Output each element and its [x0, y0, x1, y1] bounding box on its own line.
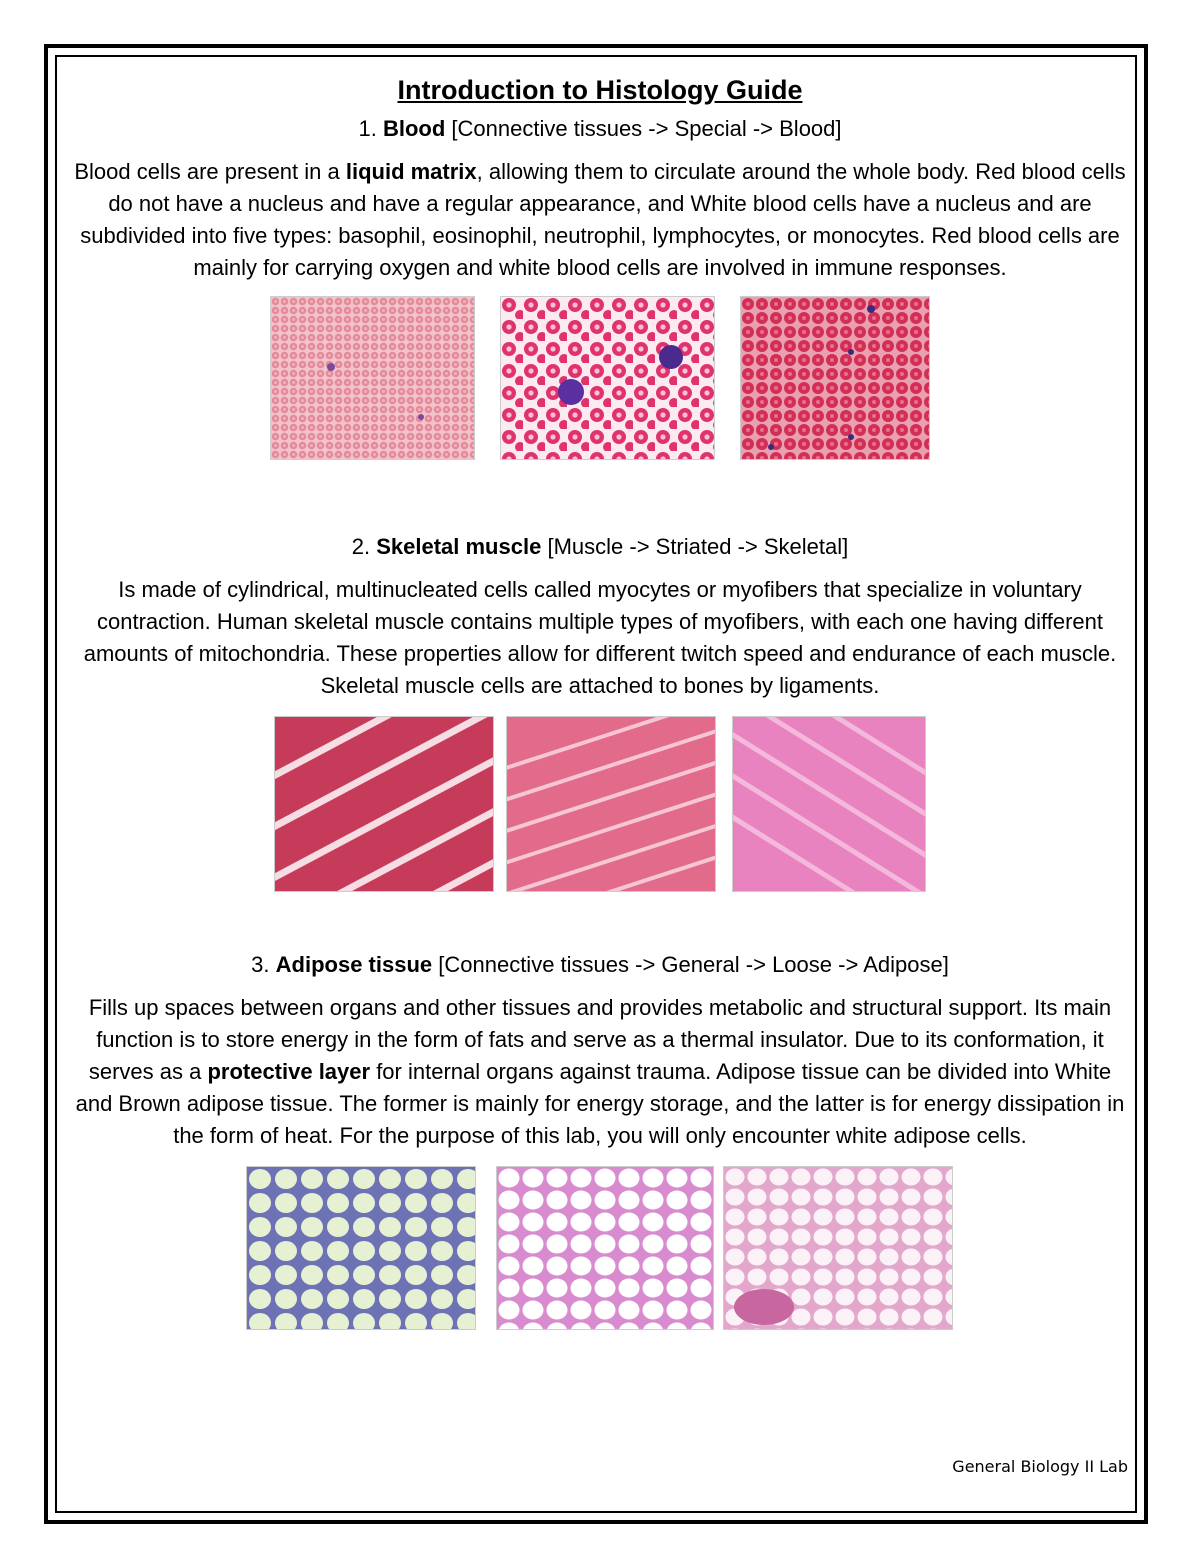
section-heading	[70, 114, 1130, 144]
blood-smear-graphic	[501, 297, 715, 460]
blood-smear-image-2	[500, 296, 715, 460]
skeletal-muscle-graphic	[733, 717, 926, 892]
blood-smear-graphic	[271, 297, 475, 460]
adipose-graphic	[247, 1167, 476, 1330]
skeletal-muscle-graphic	[275, 717, 494, 892]
section-name: Skeletal muscle	[376, 534, 542, 559]
image-row	[70, 1166, 1130, 1332]
blood-smear-image-3	[740, 296, 930, 460]
blood-smear-graphic	[741, 297, 930, 460]
section-name: Adipose tissue	[275, 952, 433, 977]
section-path: [Muscle -> Striated -> Skeletal]	[547, 534, 849, 559]
adipose-graphic	[724, 1167, 953, 1330]
section-number: 2.	[351, 534, 371, 559]
section-adipose-tissue	[70, 950, 1130, 1332]
adipose-image-3	[723, 1166, 953, 1330]
section-path: [Connective tissues -> General -> Loose -> Adipose]	[438, 952, 949, 977]
section-path: [Connective tissues -> Special -> Blood]	[451, 116, 842, 141]
section-description: Blood cells are present in a liquid matrix, allowing them to circulate around the whole body. Red blood cells do not have a nucleus and have a regular appearance, and White blood cells have a nucleus and are subdivided into five types: basophil, eosinophil, neutrophil, lymphocytes, or monocytes. Red blood cells are mainly for carrying oxygen and white blood cells are involved in immune responses.	[74, 159, 1126, 280]
section-name: Blood	[382, 116, 446, 141]
image-row	[70, 716, 1130, 894]
image-row	[70, 296, 1130, 466]
section-blood	[70, 114, 1130, 466]
section-description: Is made of cylindrical, multinucleated cells called myocytes or myofibers that specialize in voluntary contraction. Human skeletal muscle contains multiple types of myofibers, with each one having different amounts of mitochondria. These properties allow for different twitch speed and endurance of each muscle. Skeletal muscle cells are attached to bones by ligaments.	[83, 577, 1117, 698]
skeletal-muscle-graphic	[507, 717, 716, 892]
section-skeletal-muscle	[70, 532, 1130, 894]
blood-smear-image-1	[270, 296, 475, 460]
skeletal-muscle-image-3	[732, 716, 926, 892]
skeletal-muscle-image-1	[274, 716, 494, 892]
section-heading	[70, 532, 1130, 562]
adipose-image-2	[496, 1166, 714, 1330]
skeletal-muscle-image-2	[506, 716, 716, 892]
section-number: 3.	[251, 952, 270, 977]
section-heading	[70, 950, 1130, 980]
adipose-graphic	[497, 1167, 714, 1330]
footer-label: General Biology II Lab	[952, 1457, 1128, 1476]
page-title: Introduction to Histology Guide	[397, 75, 803, 105]
adipose-image-1	[246, 1166, 476, 1330]
section-number: 1.	[358, 116, 377, 141]
document-body	[70, 70, 1130, 1332]
section-description: Fills up spaces between organs and other tissues and provides metabolic and structural support. Its main function is to store energy in the form of fats and serve as a thermal insulator. Due to its conformation, it serves as a protective layer for internal organs against trauma. Adipose tissue can be divided into White and Brown adipose tissue. The former is mainly for energy storage, and the latter is for energy dissipation in the form of heat. For the purpose of this lab, you will only encounter white adipose cells.	[75, 995, 1125, 1148]
